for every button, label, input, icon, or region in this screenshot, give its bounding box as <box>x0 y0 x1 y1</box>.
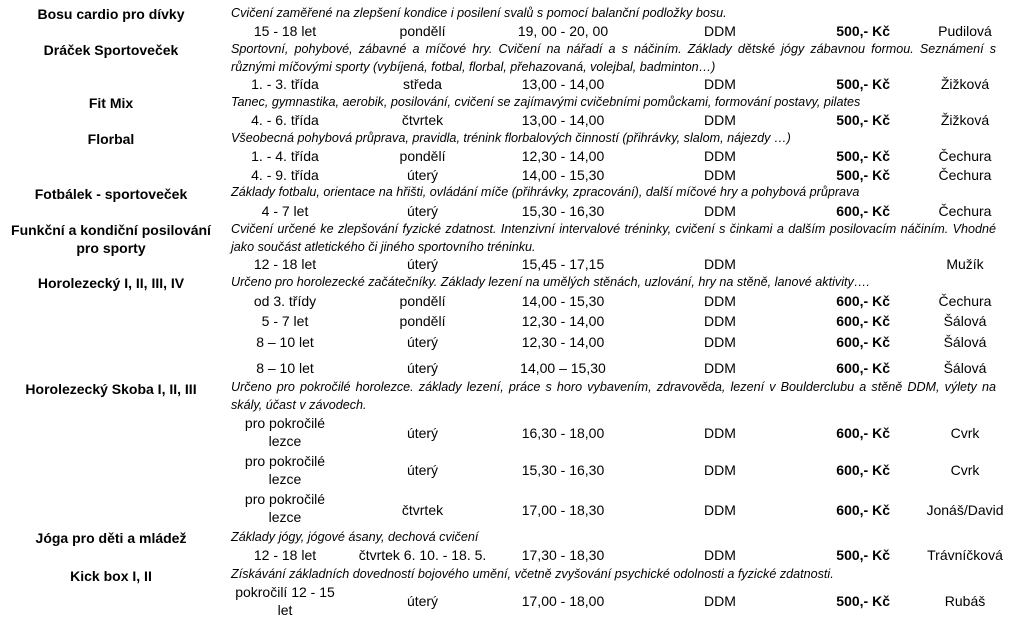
lector-cell: Šálová <box>943 334 987 350</box>
age-cell: pro pokročilé lezce <box>244 491 326 525</box>
age-cell: 1. - 4. třída <box>251 148 319 164</box>
price-cell: 500,- Kč <box>836 76 890 92</box>
day-cell: úterý <box>406 425 439 441</box>
course-description: Určeno pro pokročilé horolezce. základy lezení, práce s horo vybavením, zdravověda, lezení v Boulderclubu a stěně DDM, výlety na skály, účast v závodech. <box>231 380 996 412</box>
day-cell: pondělí <box>399 23 446 39</box>
course-description: Základy jógy, jógové ásany, dechová cvičení <box>231 530 479 544</box>
age-cell: 4. - 9. třída <box>251 167 319 183</box>
age-cell: 4. - 6. třída <box>251 112 319 128</box>
price-cell: 500,- Kč <box>836 593 890 609</box>
lector-cell: Čechura <box>938 293 992 309</box>
price-cell: 600,- Kč <box>836 502 890 518</box>
day-cell: úterý <box>406 334 439 350</box>
place-cell: DDM <box>704 148 736 164</box>
price-cell: 600,- Kč <box>836 360 890 376</box>
course-name: Jóga pro děti a mládež <box>35 530 187 546</box>
course-name: Horolezecký Skoba I, II, III <box>25 381 197 397</box>
place-cell: DDM <box>704 360 736 376</box>
lector-cell: Cvrk <box>950 462 980 478</box>
course-description: Cvičení určené ke zlepšování fyzické zdatnost. Intenzivní intervalové tréninky, cvičení s činkami a dalším posilovacím náčiním. Vhodné jako součást atletického či jiného sportovního tréninku. <box>231 222 996 254</box>
lector-cell: Žižková <box>940 112 990 128</box>
day-cell: úterý <box>406 593 439 609</box>
day-cell: úterý <box>406 462 439 478</box>
age-cell: 12 - 18 let <box>253 256 317 272</box>
course-name: Horolezecký I, II, III, IV <box>37 275 185 291</box>
lector-cell: Šálová <box>943 360 987 376</box>
place-cell: DDM <box>704 313 736 329</box>
time-cell: 17,00 - 18,30 <box>521 502 605 518</box>
course-name: Bosu cardio pro dívky <box>37 6 185 22</box>
course-description: Cvičení zaměřené na zlepšení kondice i posilení svalů s pomocí balanční podložky bosu. <box>231 6 727 20</box>
time-cell: 15,30 - 16,30 <box>521 462 605 478</box>
age-cell: 8 – 10 let <box>256 360 314 376</box>
course-name: Fotbálek - sportoveček <box>34 186 188 202</box>
day-cell: středa <box>403 76 442 92</box>
day-cell: pondělí <box>399 293 446 309</box>
lector-cell: Žižková <box>940 76 990 92</box>
place-cell: DDM <box>704 462 736 478</box>
day-cell: pondělí <box>399 148 446 164</box>
day-cell: pondělí <box>399 313 446 329</box>
course-name: Kick box I, II <box>70 568 152 584</box>
lector-cell: Cvrk <box>950 425 980 441</box>
lector-cell: Šálová <box>943 313 987 329</box>
time-cell: 15,30 - 16,30 <box>521 203 605 219</box>
time-cell: 17,00 - 18,00 <box>521 593 605 609</box>
price-cell: 500,- Kč <box>836 148 890 164</box>
price-cell: 600,- Kč <box>836 313 890 329</box>
time-cell: 13,00 - 14,00 <box>521 76 605 92</box>
time-cell: 19, 00 - 20, 00 <box>517 23 609 39</box>
day-cell: úterý <box>406 167 439 183</box>
day-cell: čtvrtek 6. 10. - 18. 5. <box>358 547 487 563</box>
place-cell: DDM <box>704 502 736 518</box>
age-cell: 12 - 18 let <box>253 547 317 563</box>
course-name: Florbal <box>87 131 135 147</box>
place-cell: DDM <box>704 76 736 92</box>
place-cell: DDM <box>704 112 736 128</box>
price-cell: 600,- Kč <box>836 293 890 309</box>
place-cell: DDM <box>704 593 736 609</box>
time-cell: 13,00 - 14,00 <box>521 112 605 128</box>
lector-cell: Čechura <box>938 203 992 219</box>
place-cell: DDM <box>704 23 736 39</box>
place-cell: DDM <box>704 425 736 441</box>
age-cell: 4 - 7 let <box>261 203 309 219</box>
age-cell: 8 – 10 let <box>256 334 314 350</box>
course-name: Funkční a kondiční posilování pro sporty <box>11 222 211 256</box>
age-cell: 1. - 3. třída <box>251 76 319 92</box>
day-cell: úterý <box>406 360 439 376</box>
lector-cell: Pudilová <box>938 23 992 39</box>
age-cell: pokročilí 12 - 15 let <box>235 584 335 618</box>
place-cell: DDM <box>704 203 736 219</box>
lector-cell: Jonáš/David <box>926 502 1004 518</box>
course-description: Tanec, gymnastika, aerobik, posilování, cvičení se zajímavými cvičebními pomůckami, formování postavy, pilates <box>231 95 861 109</box>
course-description: Sportovní, pohybové, zábavné a míčové hry. Cvičení na nářadí a s náčiním. Základy dětské jógy zábavnou formou. Seznámení s různými míčovými sporty (vybíjená, fotbal, florbal, přehazovaná, volejbal, badminton…) <box>231 42 996 74</box>
time-cell: 14,00 – 15,30 <box>520 360 606 376</box>
time-cell: 14,00 - 15,30 <box>521 293 605 309</box>
day-cell: čtvrtek <box>401 502 444 518</box>
lector-cell: Mužík <box>946 256 984 272</box>
time-cell: 12,30 - 14,00 <box>521 313 605 329</box>
age-cell: pro pokročilé lezce <box>244 415 326 449</box>
time-cell: 12,30 - 14,00 <box>521 148 605 164</box>
place-cell: DDM <box>704 293 736 309</box>
course-name: Dráček Sportoveček <box>43 42 179 58</box>
place-cell: DDM <box>704 334 736 350</box>
day-cell: úterý <box>406 203 439 219</box>
price-cell: 500,- Kč <box>836 167 890 183</box>
lector-cell: Čechura <box>938 167 992 183</box>
day-cell: úterý <box>406 256 439 272</box>
price-cell: 500,- Kč <box>836 112 890 128</box>
time-cell: 16,30 - 18,00 <box>521 425 605 441</box>
day-cell: čtvrtek <box>401 112 444 128</box>
age-cell: 15 - 18 let <box>253 23 317 39</box>
course-name: Fit Mix <box>88 95 134 111</box>
course-description: Určeno pro horolezecké začátečníky. Základy lezení na umělých stěnách, uzlování, hry na stěně, lanové aktivity…. <box>231 275 870 289</box>
course-description: Získávání základních dovedností bojového umění, včetně zvyšování psychické odolnosti a fyzické zdatnosti. <box>231 567 834 581</box>
price-cell: 600,- Kč <box>836 203 890 219</box>
time-cell: 17,30 - 18,30 <box>521 547 605 563</box>
lector-cell: Rubáš <box>944 593 986 609</box>
age-cell: 5 - 7 let <box>261 313 309 329</box>
price-cell: 500,- Kč <box>836 23 890 39</box>
time-cell: 15,45 - 17,15 <box>521 256 605 272</box>
place-cell: DDM <box>704 547 736 563</box>
price-cell: 600,- Kč <box>836 334 890 350</box>
lector-cell: Čechura <box>938 148 992 164</box>
time-cell: 14,00 - 15,30 <box>521 167 605 183</box>
course-description: Všeobecná pohybová průprava, pravidla, trénink florbalových činností (přihrávky, slalom, nájezdy …) <box>231 131 791 145</box>
time-cell: 12,30 - 14,00 <box>521 334 605 350</box>
age-cell: od 3. třídy <box>253 293 317 309</box>
course-description: Základy fotbalu, orientace na hřišti, ovládání míče (přihrávky, zpracování), další míčové hry a pohybová průprava <box>231 185 860 199</box>
age-cell: pro pokročilé lezce <box>244 453 326 487</box>
place-cell: DDM <box>704 256 736 272</box>
price-cell: 600,- Kč <box>836 462 890 478</box>
lector-cell: Trávníčková <box>927 547 1003 563</box>
price-cell: 500,- Kč <box>836 547 890 563</box>
price-cell: 600,- Kč <box>836 425 890 441</box>
place-cell: DDM <box>704 167 736 183</box>
